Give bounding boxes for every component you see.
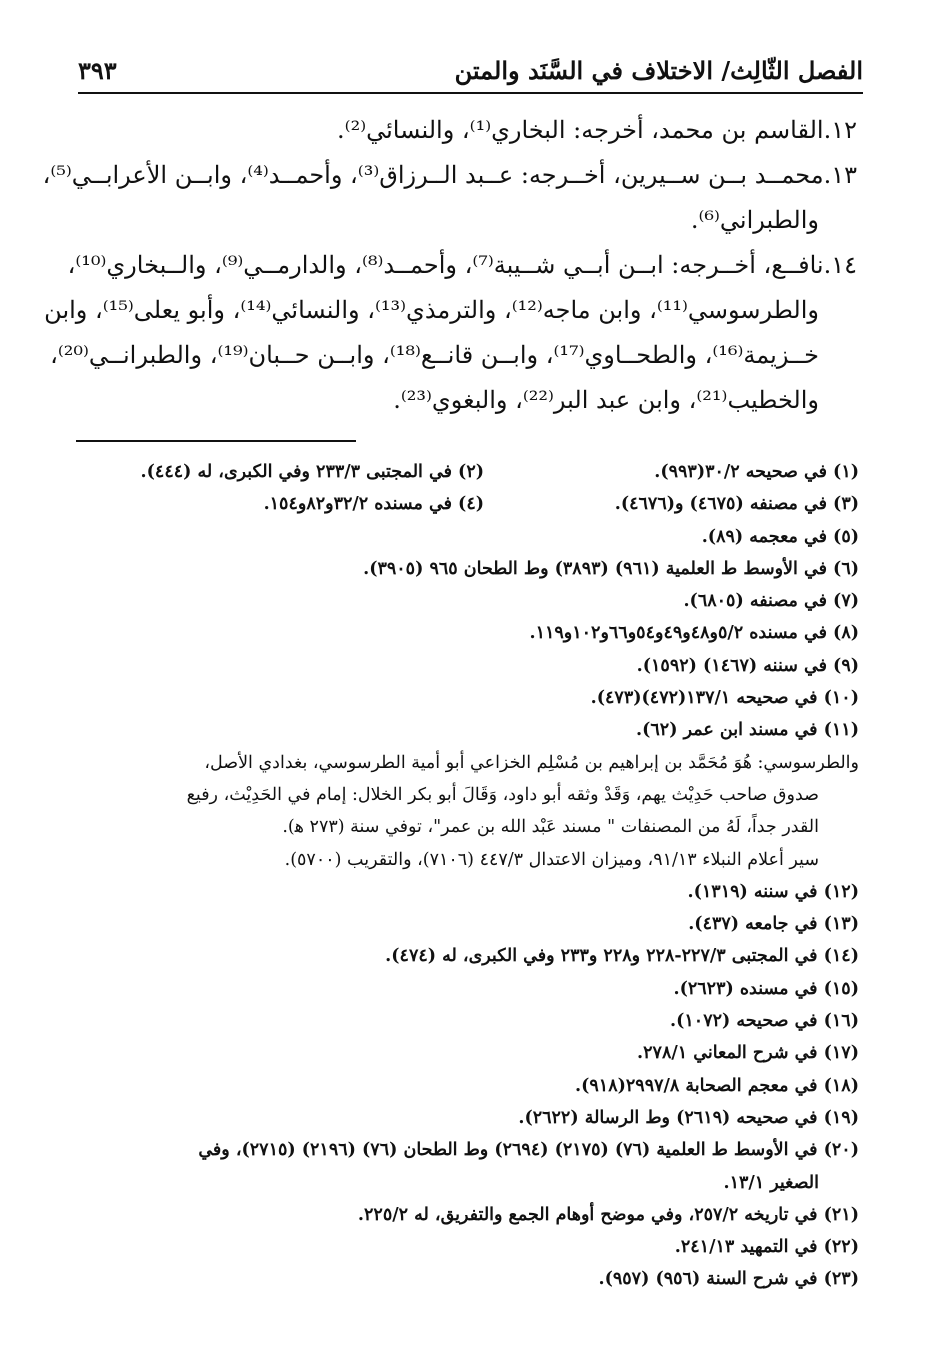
entry-12 — [76, 108, 857, 153]
footnote-14: (١٤) في المجتبى ٢٢٧/٣-٢٢٨ و٢٢٨ و٢٣٣ وفي الكبرى، له (٤٧٤). — [385, 946, 859, 967]
footnote-7: (٧) في مصنفه (٦٨٠٥). — [683, 591, 859, 612]
footnote-20: (٢٠) في الأوسط ط العلمية (٧٦) (٢١٧٥) (٢٦٩٤) وط الطحان (٧٦) (٢١٩٦) (٢٧١٥)، وفي — [198, 1140, 859, 1161]
footnote-2: (٢) في المجتبى ٢٣٣/٣ وفي الكبرى، له (٤٤٤). — [140, 462, 484, 482]
biography-line: القدر جداً، لَهُ من المصنفات " مسند عَبْد الله بن عمر"، توفي سنة (٢٧٣ ﻫ). — [282, 817, 819, 838]
footnote-row — [76, 456, 859, 488]
footnote-row — [76, 488, 859, 520]
footnote-3: (٣) في مصنفه (٤٦٧٥) و(٤٦٧٦). — [614, 494, 859, 515]
footnote-18: (١٨) في معجم الصحابة ٢٩٩٧/٨(٩١٨). — [575, 1075, 859, 1096]
text-line: ١٢.القاسم بن محمد، أخرجه: البخاري⁽¹⁾، والنسائي⁽²⁾. — [337, 116, 857, 144]
chapter-title: الفصل الثّالِث/ الاختلاف في السَّنَد والمتن — [454, 56, 863, 85]
footnote-17: (١٧) في شرح المعاني ٢٧٨/١. — [637, 1043, 859, 1064]
footnote-1: (١) في صحيحه ٣٠/٢(٩٩٣). — [654, 462, 859, 482]
footnote-12: (١٢) في سننه (١٣١٩). — [687, 881, 859, 902]
running-header — [78, 52, 863, 94]
footnote-10: (١٠) في صحيحه ١٣٧/١(٤٧٢)(٤٧٣). — [590, 688, 859, 709]
footnote-11: (١١) في مسند ابن عمر (٦٢). — [636, 720, 859, 741]
text-line: والطرسوسي⁽¹¹⁾، وابن ماجه⁽¹²⁾، والترمذي⁽¹³⁾، والنسائي⁽¹⁴⁾، وأبو يعلى⁽¹⁵⁾، وابن — [44, 296, 819, 324]
footnote-15: (١٥) في مسنده (٢٦٢٣). — [673, 978, 859, 999]
footnote-separator — [76, 440, 356, 442]
biography-line: صدوق صاحب حَدِيْث يهم، وَقَدْ وثقه أبو داود، وَقَالَ أبو بكر الخلال: إمام في الحَدِيْث، رفيع — [186, 784, 819, 805]
entry-14 — [44, 243, 857, 468]
footnote-19: (١٩) في صحيحه (٢٦١٩) وط الرسالة (٢٦٢٢). — [518, 1107, 859, 1128]
footnotes — [76, 456, 859, 1296]
text-line: والطبراني⁽⁶⁾. — [690, 206, 819, 234]
footnote-8: (٨) في مسنده ٥/٢و٤٨و٤٩و٥٤و٦٦و١٠٢و١١٩. — [529, 623, 859, 644]
footnote-6: (٦) في الأوسط ط العلمية (٩٦١) (٣٨٩٣) وط الطحان ٩٦٥ (٣٩٠٥). — [363, 558, 859, 579]
footnote-13: (١٣) في جامعه (٤٣٧). — [688, 914, 859, 935]
footnote-9: (٩) في سننه (١٤٦٧) (١٥٩٢). — [636, 655, 859, 676]
footnote-23: (٢٣) في شرح السنة (٩٥٦) (٩٥٧). — [598, 1269, 859, 1290]
biography-line: والطرسوسي: هُوَ مُحَمَّد بن إبراهيم بن مُسْلِم الخزاعي أبو أمية الطرسوسي، بغدادي الأصل، — [204, 752, 859, 773]
biography-source: سير أعلام النبلاء ٩١/١٣، وميزان الاعتدال ٤٤٧/٣ (٧١٠٦)، والتقريب (٥٧٠٠). — [284, 849, 819, 870]
footnote-20-continuation: الصغير ١٣/١. — [723, 1172, 819, 1193]
footnote-4: (٤) في مسنده ٣٢/٢و٨٢و١٥٤. — [263, 494, 484, 515]
footnote-5: (٥) في معجمه (٨٩). — [701, 526, 859, 547]
footnote-22: (٢٢) في التمهيد ٢٤١/١٣. — [674, 1237, 859, 1258]
text-line: والخطيب⁽²¹⁾، وابن عبد البر⁽²²⁾، والبغوي⁽²³⁾. — [393, 386, 819, 414]
footnote-16: (١٦) في صحيحه (١٠٧٢). — [670, 1011, 859, 1032]
text-line: ١٣.محمــد بــن ســيرين، أخــرجه: عــبد الــرزاق⁽³⁾، وأحمــد⁽⁴⁾، وابــن الأعرابــي⁽⁵⁾، — [42, 161, 857, 189]
entry-13 — [42, 153, 857, 243]
text-line: ١٤.نافــع، أخــرجه: ابــن أبــي شــيبة⁽⁷⁾، وأحمــد⁽⁸⁾، والدارمــي⁽⁹⁾، والــبخاري⁽¹⁰⁾، — [67, 251, 857, 279]
footnote-21: (٢١) في تاريخه ٢٥٧/٢، وفي موضح أوهام الجمع والتفريق، له ٢٢٥/٢. — [357, 1204, 859, 1225]
page-number: ٣٩٣ — [78, 56, 117, 85]
main-text — [42, 108, 857, 468]
text-line: خــزيمة⁽¹⁶⁾، والطحــاوي⁽¹⁷⁾، وابــن قانــع⁽¹⁸⁾، وابــن حــبان⁽¹⁹⁾، والطبرانــي⁽²⁰⁾، — [50, 341, 819, 369]
